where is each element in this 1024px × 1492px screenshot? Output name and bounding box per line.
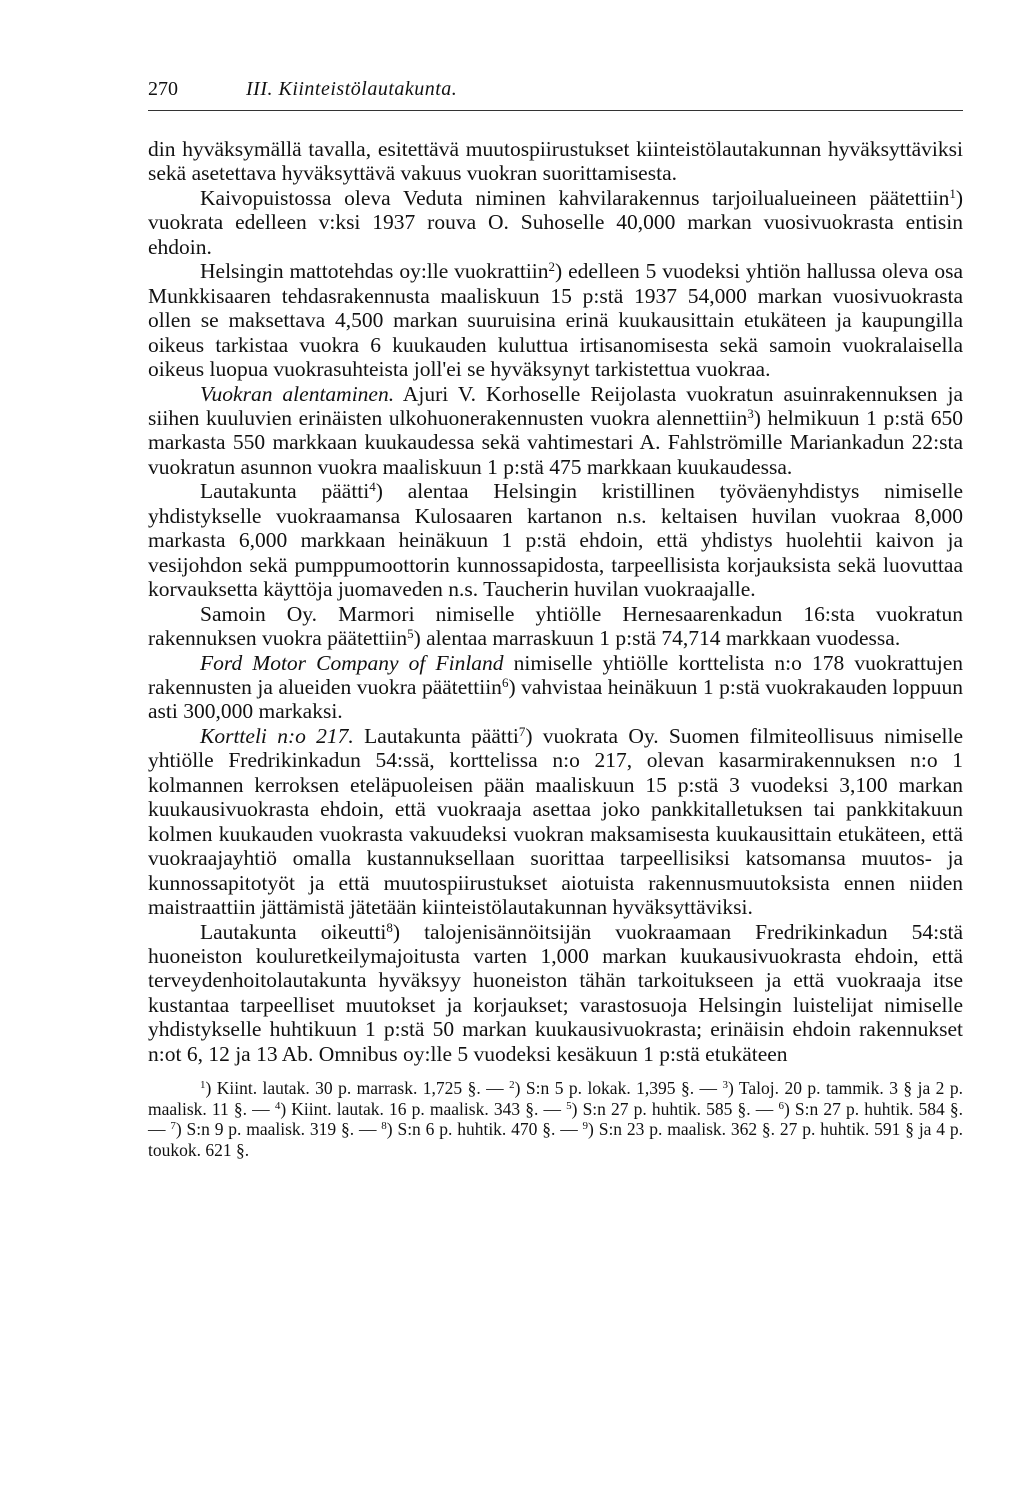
text-run: ) S:n 27 p. huhtik. 584 §. — — [148, 1098, 963, 1140]
footnotes — [148, 1078, 963, 1160]
footnote-ref: 5 — [407, 626, 414, 642]
footnote-ref: 6 — [778, 1099, 784, 1112]
paragraph — [148, 479, 963, 601]
footnote-ref: 1 — [200, 1079, 206, 1092]
page-number: 270 — [148, 78, 178, 100]
document-page — [148, 78, 963, 1160]
text-run: ) vahvistaa heinäkuun 1 p:stä vuokrakauden loppuun asti 300,000 markaksi. — [148, 674, 963, 724]
text-run: ) Kiint. lautak. 30 p. marrask. 1,725 §. — — [205, 1078, 510, 1099]
footnote-ref: 4 — [369, 479, 376, 495]
footnote-ref: 5 — [566, 1099, 572, 1112]
text-run: Lautakunta päätti — [353, 723, 519, 748]
paragraph — [148, 382, 963, 480]
text-run: ) edelleen 5 vuodeksi yhtiön hallussa oleva osa Munkkisaaren tehdasrakennusta maaliskuun 15 p:stä 1937 54,000 markan vuosivuokrasta ollen se maksettava 4,500 markan suuruisina erinä kuukausittain etukäteen ja kaupungilla oikeus tarkistaa vuokra 6 kuukauden kuluttua irtisanomisesta sekä samoin vuokralaisella oikeus luopua vuokrasuhteista joll'ei se hyväksynyt tarkistettua vuokraa. — [148, 259, 964, 382]
paragraph — [148, 186, 963, 259]
footnote-ref: 6 — [501, 674, 509, 690]
footnote-ref: 4 — [274, 1099, 281, 1112]
italic-heading: Kortteli n:o 217. — [200, 723, 354, 748]
running-head — [148, 78, 963, 111]
section-title: III. Kiinteistölautakunta. — [246, 78, 458, 100]
paragraph — [148, 651, 963, 724]
text-run: ) S:n 5 p. lokak. 1,395 §. — — [514, 1078, 723, 1099]
text-run: Lautakunta oikeutti — [200, 919, 387, 944]
text-run: Helsingin mattotehdas oy:lle vuokrattiin — [200, 259, 549, 284]
text-run: ) alentaa marraskuun 1 p:stä 74,714 markkaan vuodessa. — [413, 626, 901, 651]
text-run: Samoin Oy. Marmori nimiselle yhtiölle Hernesaarenkadun 16:sta vuokratun rakennuksen vuokra päätettiin — [148, 601, 963, 651]
text-run: Lautakunta päätti — [200, 479, 370, 504]
italic-heading: Vuokran alentaminen. — [200, 381, 395, 406]
italic-heading: Ford Motor Company of Finland — [200, 650, 504, 675]
text-run: din hyväksymällä tavalla, esitettävä muutospiirustukset kiinteistölautakunnan hyväksyttäviksi sekä asetettava hyväksyttävä vakuus vuokran suorittamisesta. — [148, 137, 963, 186]
paragraph — [148, 724, 963, 920]
footnote-ref: 8 — [381, 1120, 387, 1133]
footnote-ref: 8 — [386, 919, 393, 935]
text-run: nimiselle yhtiölle korttelista n:o 178 vuokrattujen rakennusten ja alueiden vuokra päätettiin — [148, 650, 963, 699]
footnote-text — [148, 1078, 963, 1160]
text-run: ) vuokrata Oy. Suomen filmiteollisuus nimiselle yhtiölle Fredrikinkadun 54:ssä, korttelissa n:o 217, olevan kasarmirakennuksen n:o 1 kolmannen kerroksen eteläpuoleisen pään maaliskuun 15 p:stä 3 vuodeksi 3,100 markan kuukausivuokrasta ehdoin, että vuokraaja asettaa joko pankkitalletuksen tai pankkitakuun kolmen kuukauden vuokrasta vakuudeksi vuokran maksamisesta kuukausittain etukäteen, että vuokraajayhtiö omalla kustannuksellaan suorittaa tarpeellisiksi katsomansa muutos- ja kunnossapitotyöt ja että muutospiirustukset aiotuista rakennusmuutoksista ennen niiden maistraattiin jättämistä jätetään kiinteistölautakunnan hyväksyttäviksi. — [148, 723, 963, 920]
footnote-ref: 3 — [722, 1079, 728, 1092]
text-run: Ajuri V. Korhoselle Reijolasta vuokratun asuinrakennuksen ja siihen kuuluvien erinäisten ulkohuonerakennusten vuokra alennettiin — [148, 381, 963, 430]
text-run: ) vuokrata edelleen v:ksi 1937 rouva O. Suhoselle 40,000 markan vuosivuokrasta entisin ehdoin. — [148, 185, 963, 259]
footnote-ref: 9 — [582, 1120, 589, 1133]
footnote-ref: 1 — [949, 185, 956, 201]
footnote-ref: 2 — [509, 1079, 515, 1092]
text-run: ) Kiint. lautak. 16 p. maalisk. 343 §. — — [280, 1098, 567, 1119]
paragraph — [148, 920, 963, 1067]
text-run: ) alentaa Helsingin kristillinen työväenyhdistys nimiselle yhdistykselle vuokraamansa Kulosaaren kartanon n.s. keltaisen huvilan vuokraa 8,000 markasta 6,000 markkaan heinäkuun 1 p:stä ehdoin, että yhdistys huolehtii kaivon ja vesijohdon sekä pumppumoottorin kunnossapidosta, tarpeellisista korjauksista sekä luovuttaa korvauksetta käyttöja juomaveden n.s. Taucherin huvilan vuokraajalle. — [148, 479, 963, 602]
paragraph — [148, 259, 963, 381]
text-run: ) S:n 6 p. huhtik. 470 §. — — [386, 1119, 583, 1140]
body-text — [148, 137, 963, 1066]
text-run: ) S:n 9 p. maalisk. 319 §. — — [175, 1119, 382, 1140]
paragraph — [148, 602, 963, 651]
text-run: ) S:n 27 p. huhtik. 585 §. — — [571, 1098, 779, 1119]
text-run: ) Taloj. 20 p. tammik. 3 § ja 2 p. maalisk. 11 §. — — [148, 1078, 963, 1119]
footnote-ref: 2 — [548, 259, 556, 275]
footnote-ref: 7 — [518, 723, 526, 739]
paragraph — [148, 137, 963, 186]
text-run: ) S:n 23 p. maalisk. 362 §. 27 p. huhtik. 591 § ja 4 p. toukok. 621 §. — [148, 1119, 964, 1160]
footnote-ref: 3 — [747, 405, 754, 421]
text-run: Kaivopuistossa oleva Veduta niminen kahvilarakennus tarjoilualueineen päätettiin — [200, 185, 950, 210]
text-run: ) talojenisännöitsijän vuokraamaan Fredrikinkadun 54:stä huoneiston kouluretkeilymajoitusta varten 1,000 markan kuukausivuokrasta ehdoin, että terveydenhoitolautakunta hyväksyy huoneiston tähän tarkoitukseen ja että vuokraaja itse kustantaa tarpeelliset muutokset ja korjaukset; varastosuoja Helsingin luistelijat nimiselle yhdistykselle huhtikuun 1 p:stä 50 markan kuukausivuokrasta; erinäisin ehdoin rakennukset n:ot 6, 12 ja 13 Ab. Omnibus oy:lle 5 vuodeksi kesäkuun 1 p:stä etukäteen — [148, 919, 963, 1066]
footnote-ref: 7 — [170, 1120, 176, 1133]
text-run: ) helmikuun 1 p:stä 650 markasta 550 markkaan kuukaudessa sekä vahtimestari A. Fahlströmille Mariankadun 22:sta vuokratun asunnon vuokra maaliskuun 1 p:stä 475 markkaan kuukaudessa. — [148, 405, 964, 479]
